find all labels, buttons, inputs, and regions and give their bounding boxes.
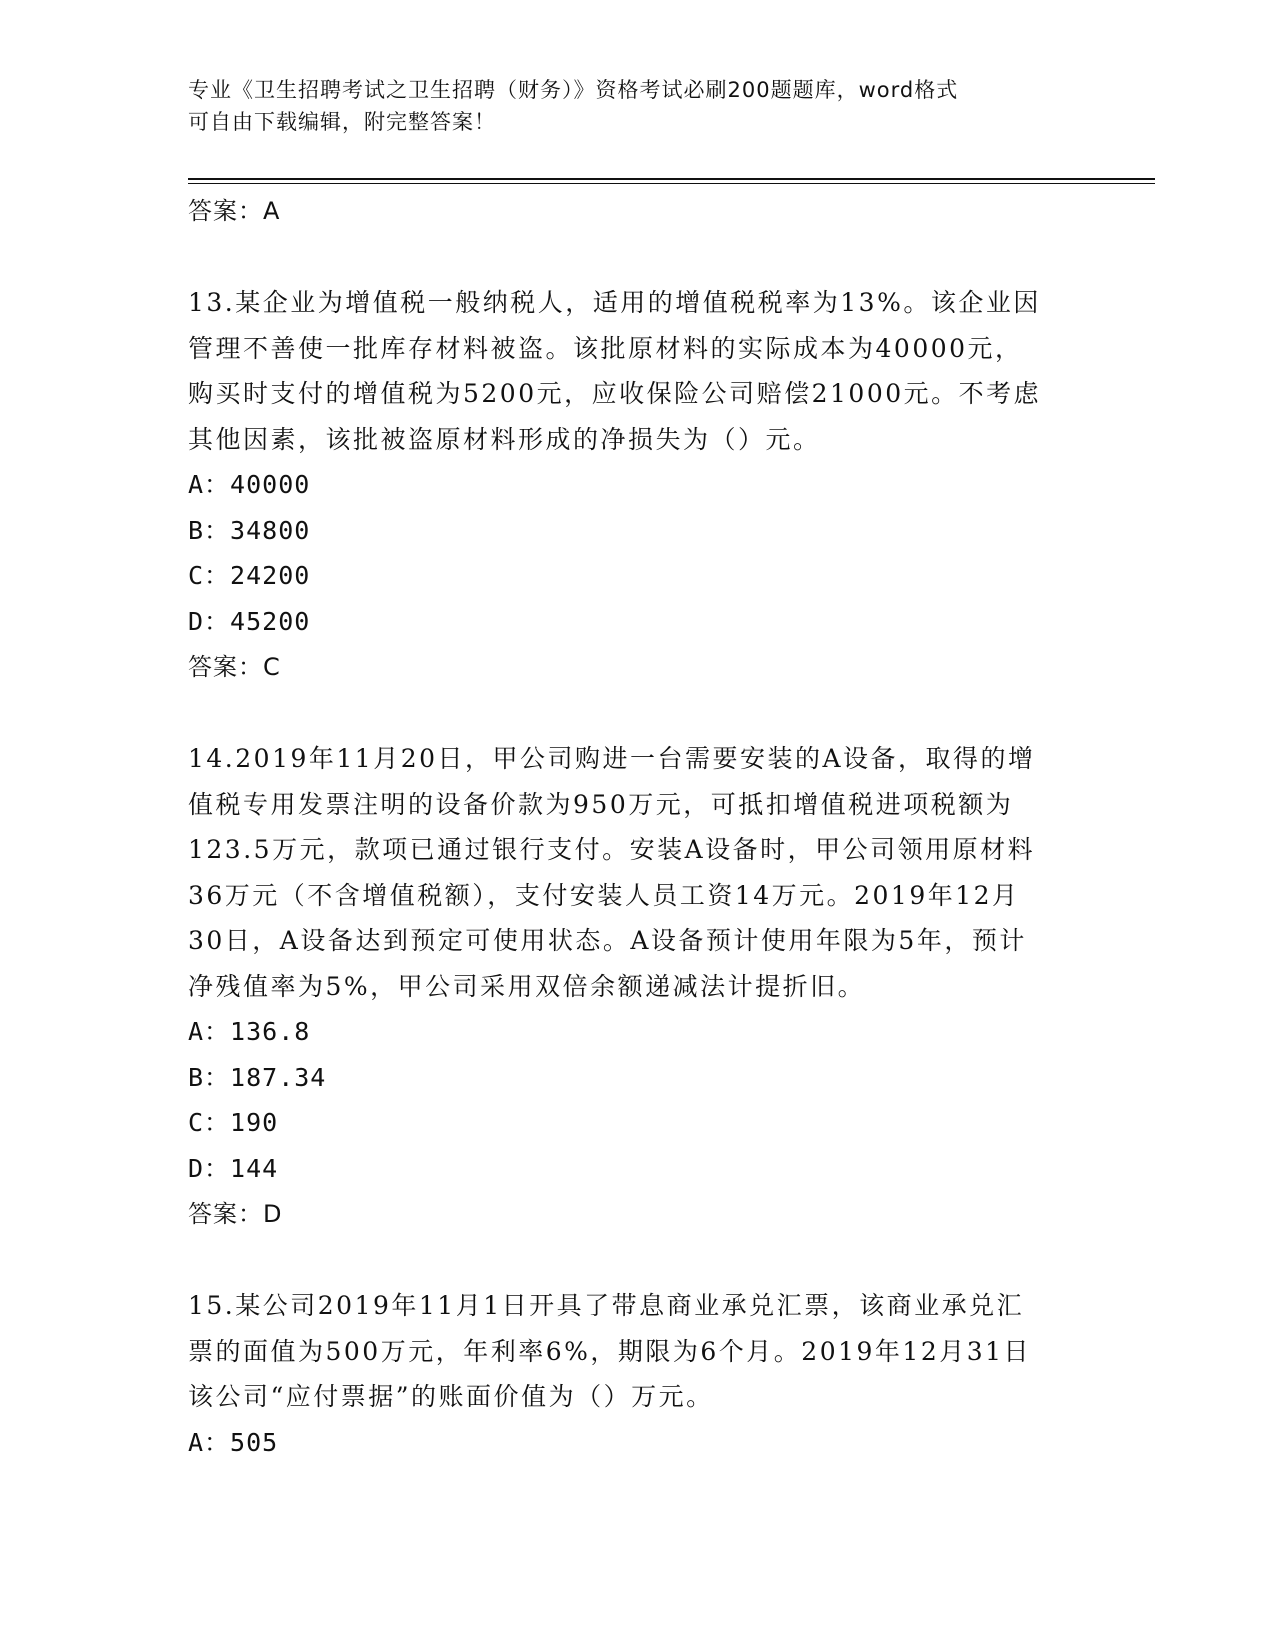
question-text (188, 280, 1088, 462)
question-14 (188, 736, 1088, 1237)
question-line: 123.5万元，款项已通过银行支付。安装A设备时，甲公司领用原材料 (188, 835, 1036, 864)
option-a: A：136.8 (188, 1017, 311, 1046)
option-a: A：40000 (188, 470, 311, 499)
answer: 答案：C (188, 653, 281, 681)
header-line-1: 专业《卫生招聘考试之卫生招聘（财务）》资格考试必刷200题题库，word格式 (188, 78, 959, 102)
answer-previous: 答案：A (188, 197, 281, 225)
question-line: 13.某企业为增值税一般纳税人，适用的增值税税率为13%。该企业因 (188, 288, 1041, 317)
question-line: 36万元（不含增值税额），支付安装人员工资14万元。2019年12月 (188, 880, 1020, 910)
option-b: B：34800 (188, 515, 311, 545)
question-line: 票的面值为500万元，年利率6%，期限为6个月。2019年12月31日 (188, 1336, 1032, 1366)
question-text (188, 736, 1088, 1009)
question-line: 该公司“应付票据”的账面价值为（）万元。 (188, 1382, 714, 1411)
question-text (188, 1283, 1088, 1420)
option-d: D：45200 (188, 606, 311, 636)
question-line: 管理不善使一批库存材料被盗。该批原材料的实际成本为40000元， (188, 333, 1023, 363)
spacer (188, 690, 1088, 736)
question-13 (188, 280, 1088, 690)
answer: 答案：D (188, 1200, 283, 1228)
header-line-2: 可自由下载编辑，附完整答案！ (188, 110, 496, 134)
option-b: B：187.34 (188, 1062, 327, 1092)
document-body (188, 188, 1088, 1465)
option-c: C：190 (188, 1108, 279, 1137)
question-line: 购买时支付的增值税为5200元，应收保险公司赔偿21000元。不考虑 (188, 379, 1042, 408)
header-rule-thick (188, 178, 1155, 180)
question-line: 14.2019年11月20日，甲公司购进一台需要安装的A设备，取得的增 (188, 744, 1036, 773)
option-d: D：144 (188, 1153, 279, 1183)
question-line: 值税专用发票注明的设备价款为950万元，可抵扣增值税进项税额为 (188, 789, 1014, 819)
question-line: 净残值率为5%，甲公司采用双倍余额递减法计提折旧。 (188, 971, 866, 1001)
option-a: A：505 (188, 1427, 279, 1457)
spacer (188, 234, 1088, 280)
option-c: C：24200 (188, 561, 311, 590)
question-15 (188, 1283, 1088, 1465)
question-line: 15.某公司2019年11月1日开具了带息商业承兑汇票，该商业承兑汇 (188, 1291, 1025, 1320)
spacer (188, 1237, 1088, 1283)
question-line: 其他因素，该批被盗原材料形成的净损失为（）元。 (188, 424, 821, 454)
question-line: 30日，A设备达到预定可使用状态。A设备预计使用年限为5年，预计 (188, 926, 1027, 955)
document-header (188, 74, 1088, 138)
header-rule-thin (188, 183, 1155, 184)
